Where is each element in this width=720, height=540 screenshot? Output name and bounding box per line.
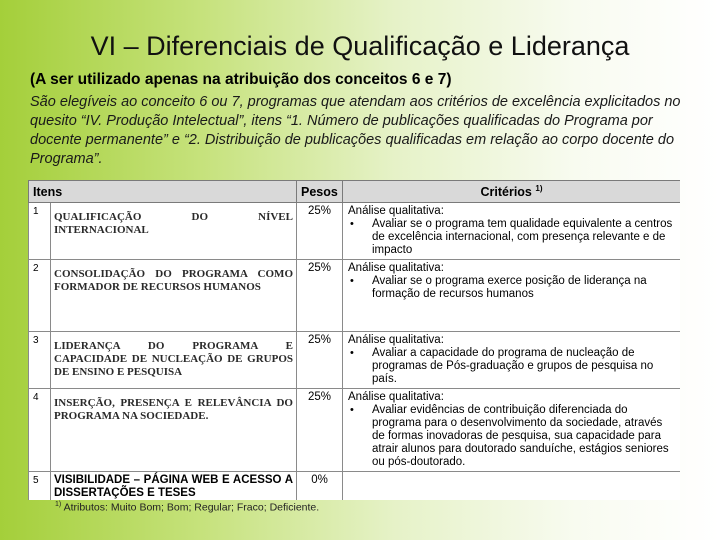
header-criterios-footnote-mark: 1) xyxy=(535,183,543,193)
row-number: 2 xyxy=(29,260,51,332)
bullet-icon: • xyxy=(350,347,354,359)
criterio-title: Análise qualitativa: xyxy=(348,205,444,217)
row-criterio xyxy=(343,203,681,260)
criterio-text: Avaliar evidências de contribuição diferenciada do programa para o desenvolvimento da sociedade, através de formas inovadoras de pesquisa, sua capacidade para atrair alunos para doutorado sanduíche, estágios seniores ou pós-doutorado. xyxy=(372,404,669,468)
footnote-mark: 1) xyxy=(55,501,62,508)
table-row xyxy=(29,332,681,389)
row-peso: 0% xyxy=(297,472,343,501)
row-number: 1 xyxy=(29,203,51,260)
row-peso: 25% xyxy=(297,332,343,389)
table-header-row xyxy=(29,181,681,203)
row-item: LIDERANÇA DO PROGRAMA E CAPACIDADE DE NUCLEAÇÃO DE GRUPOS DE ENSINO E PESQUISA xyxy=(51,332,297,389)
criterio-title: Análise qualitativa: xyxy=(348,262,444,274)
row-peso: 25% xyxy=(297,203,343,260)
criteria-table-container xyxy=(28,180,680,500)
bullet-icon: • xyxy=(350,275,354,287)
criterio-bullet-item xyxy=(350,347,677,386)
table-row xyxy=(29,203,681,260)
row-criterio xyxy=(343,472,681,501)
row-number: 5 xyxy=(29,472,51,501)
criteria-table xyxy=(28,180,680,500)
subtitle: (A ser utilizado apenas na atribuição dos conceitos 6 e 7) xyxy=(30,71,452,88)
bullet-icon: • xyxy=(350,218,354,230)
row-criterio xyxy=(343,332,681,389)
criterio-text: Avaliar se o programa tem qualidade equivalente a centros de excelência internacional, com presença relevante e de impacto xyxy=(372,218,673,256)
row-number: 3 xyxy=(29,332,51,389)
row-item: CONSOLIDAÇÃO DO PROGRAMA COMO FORMADOR DE RECURSOS HUMANOS xyxy=(51,260,297,332)
criterio-title: Análise qualitativa: xyxy=(348,391,444,403)
intro-paragraph: São elegíveis ao conceito 6 ou 7, programas que atendam aos critérios de excelência explicitados no quesito “IV. Produção Intelectual”, itens “1. Número de publicações qualificadas do Programa por docente permanente” e “2. Distribuição de publicações qualificadas em relação ao corpo docente do Programa”. xyxy=(30,94,681,167)
criterio-bullet-item xyxy=(350,218,677,257)
row-number: 4 xyxy=(29,389,51,472)
criterio-text: Avaliar se o programa exerce posição de liderança na formação de recursos humanos xyxy=(372,275,647,300)
header-items: Itens xyxy=(29,181,297,203)
row-peso: 25% xyxy=(297,260,343,332)
criterio-text: Avaliar a capacidade do programa de nucleação de programas de Pós-graduação e grupos de pesquisa no país. xyxy=(372,347,654,385)
criterio-bullet-item xyxy=(350,404,677,469)
row-peso: 25% xyxy=(297,389,343,472)
criterio-title: Análise qualitativa: xyxy=(348,334,444,346)
row-criterio xyxy=(343,260,681,332)
row-criterio xyxy=(343,389,681,472)
row-item: QUALIFICAÇÃO DO NÍVEL INTERNACIONAL xyxy=(51,203,297,260)
footnote-text: Atributos: Muito Bom; Bom; Regular; Fraco; Deficiente. xyxy=(63,501,320,514)
header-criterios xyxy=(343,181,681,203)
row-item: INSERÇÃO, PRESENÇA E RELEVÂNCIA DO PROGRAMA NA SOCIEDADE. xyxy=(51,389,297,472)
slide-title: VI – Diferenciais de Qualificação e Liderança xyxy=(90,31,630,61)
bullet-icon: • xyxy=(350,404,354,416)
header-pesos: Pesos xyxy=(297,181,343,203)
footnote xyxy=(55,501,319,514)
criterio-bullet-item xyxy=(350,275,677,301)
table-row xyxy=(29,260,681,332)
row-item: VISIBILIDADE – PÁGINA WEB E ACESSO A DISSERTAÇÕES E TESES xyxy=(51,472,297,501)
table-row xyxy=(29,389,681,472)
header-criterios-label: Critérios xyxy=(480,185,532,200)
table-row xyxy=(29,472,681,501)
